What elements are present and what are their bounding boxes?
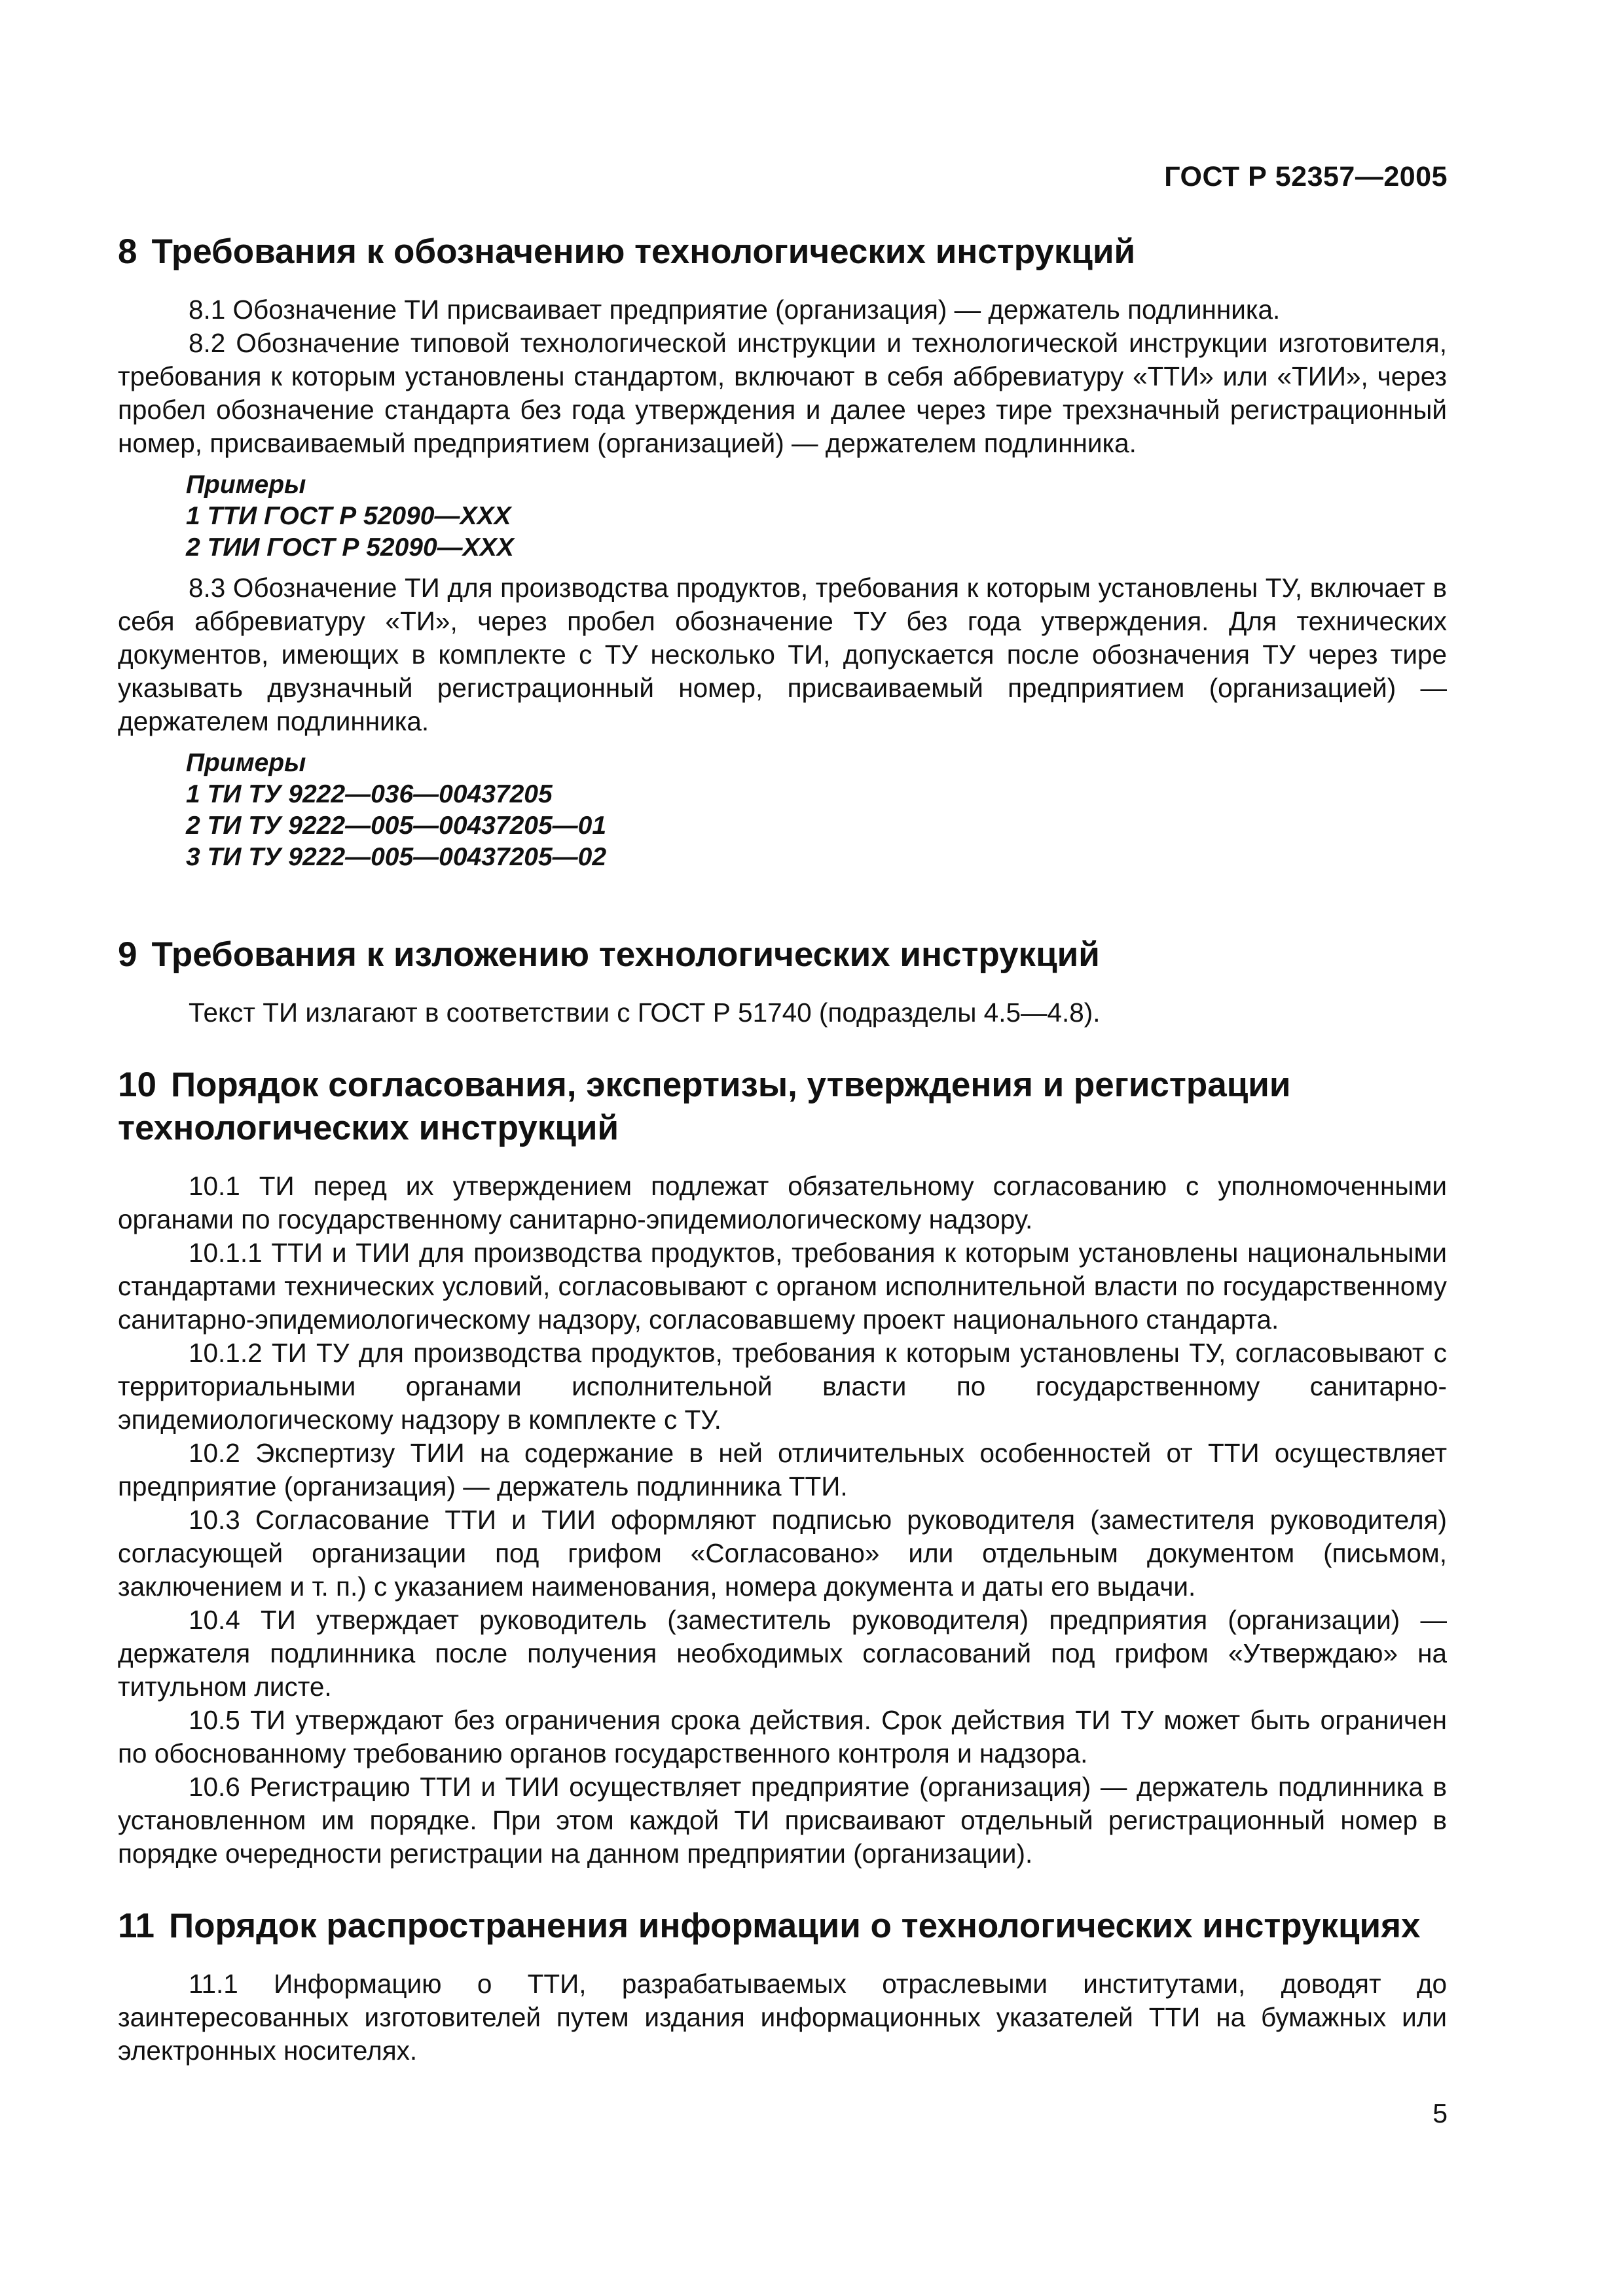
section-number: 10 — [118, 1066, 156, 1104]
section-number: 11 — [118, 1907, 155, 1945]
page-content — [118, 230, 1447, 2068]
section-number: 8 — [118, 232, 137, 271]
section-title: Порядок согласования, экспертизы, утверждения и регистрации — [170, 1066, 1291, 1104]
example-item: 1 ТИ ТУ 9222—036—00437205 — [186, 780, 553, 808]
examples-label: Примеры — [186, 749, 306, 777]
example-item: 3 ТИ ТУ 9222—005—00437205—02 — [186, 843, 607, 871]
paragraph-10-2: 10.2 Экспертизу ТИИ на содержание в ней отличительных особенностей от ТТИ осуществляет предприятие (организация) — держатель подлинника ТТИ. — [118, 1438, 1447, 1501]
section-8-heading — [118, 230, 1447, 274]
section-number: 9 — [118, 935, 137, 974]
paragraph-10-4: 10.4 ТИ утверждает руководитель (заместитель руководителя) предприятия (организации) — держателя подлинника после получения необходимых согласований под грифом «Утверждаю» на титульном листе. — [118, 1605, 1447, 1702]
paragraph-10-1-2: 10.1.2 ТИ ТУ для производства продуктов, требования к которым установлены ТУ, согласовывают с территориальными органами исполнительной власти по государственному санитарно-эпидемиологическому надзору в комплекте с ТУ. — [118, 1338, 1447, 1435]
examples-block — [186, 469, 1447, 564]
example-item: 2 ТИ ТУ 9222—005—00437205—01 — [186, 812, 607, 840]
example-item: 1 ТТИ ГОСТ Р 52090—XXX — [186, 502, 511, 530]
section-title: Требования к обозначению технологических инструкций — [151, 232, 1136, 271]
example-item: 2 ТИИ ГОСТ Р 52090—XXX — [186, 533, 514, 562]
paragraph-9-1: Текст ТИ излагают в соответствии с ГОСТ Р 51740 (подразделы 4.5—4.8). — [189, 997, 1101, 1028]
paragraph-11-1: 11.1 Информацию о ТТИ, разрабатываемых отраслевыми институтами, доводят до заинтересованных изготовителей путем издания информационных указателей ТТИ на бумажных или электронных носителях. — [118, 1969, 1447, 2066]
page-number: 5 — [1432, 2098, 1448, 2128]
paragraph-8-3: 8.3 Обозначение ТИ для производства продуктов, требования к которым установлены ТУ, включает в себя аббревиатуру «ТИ», через пробел обозначение ТУ без года утверждения. Для технических документов, имеющих в комплекте с ТУ несколько ТИ, допускается после обозначения ТУ через тире указывать двузначный регистрационный номер, присваиваемый предприятием (организацией) — держателем подлинника. — [118, 573, 1447, 736]
examples-label: Примеры — [186, 471, 306, 499]
paragraph-8-2: 8.2 Обозначение типовой технологической инструкции и технологической инструкции изготовителя, требования к которым установлены стандартом, включают в себя аббревиатуру «ТТИ» или «ТИИ», через пробел обозначение стандарта без года утверждения и далее через тире трехзначный регистрационный номер, присваиваемый предприятием (организацией) — держателем подлинника. — [118, 328, 1447, 458]
paragraph-10-3: 10.3 Согласование ТТИ и ТИИ оформляют подписью руководителя (заместителя руководителя) согласующей организации под грифом «Согласовано» или отдельным документом (письмом, заключением и т. п.) с указанием наименования, номера документа и даты его выдачи. — [118, 1505, 1447, 1602]
examples-block — [186, 747, 1447, 873]
section-title-continued: технологических инструкций — [118, 1109, 619, 1147]
section-9-heading — [118, 933, 1447, 977]
paragraph-8-1: 8.1 Обозначение ТИ присваивает предприятие (организация) — держатель подлинника. — [189, 295, 1281, 325]
paragraph-10-1: 10.1 ТИ перед их утверждением подлежат обязательному согласованию с уполномоченными органами по государственному санитарно-эпидемиологическому надзору. — [118, 1171, 1447, 1234]
section-11-heading — [118, 1905, 1447, 1948]
section-title: Порядок распространения информации о технологических инструкциях — [169, 1907, 1421, 1945]
paragraph-10-6: 10.6 Регистрацию ТТИ и ТИИ осуществляет предприятие (организация) — держатель подлинника в установленном им порядке. При этом каждой ТИ присваивают отдельный регистрационный номер в порядке очередности регистрации на данном предприятии (организации). — [118, 1772, 1447, 1869]
section-10-heading — [118, 1064, 1447, 1150]
section-title: Требования к изложению технологических инструкций — [151, 935, 1100, 974]
paragraph-10-1-1: 10.1.1 ТТИ и ТИИ для производства продуктов, требования к которым установлены национальными стандартами технических условий, согласовывают с органом исполнительной власти по государственному санитарно-эпидемиологическому надзору, согласовавшему проект национального стандарта. — [118, 1238, 1447, 1335]
standard-code-header: ГОСТ Р 52357—2005 — [1164, 161, 1448, 192]
paragraph-10-5: 10.5 ТИ утверждают без ограничения срока действия. Срок действия ТИ ТУ может быть ограничен по обоснованному требованию органов государственного контроля и надзора. — [118, 1705, 1447, 1768]
